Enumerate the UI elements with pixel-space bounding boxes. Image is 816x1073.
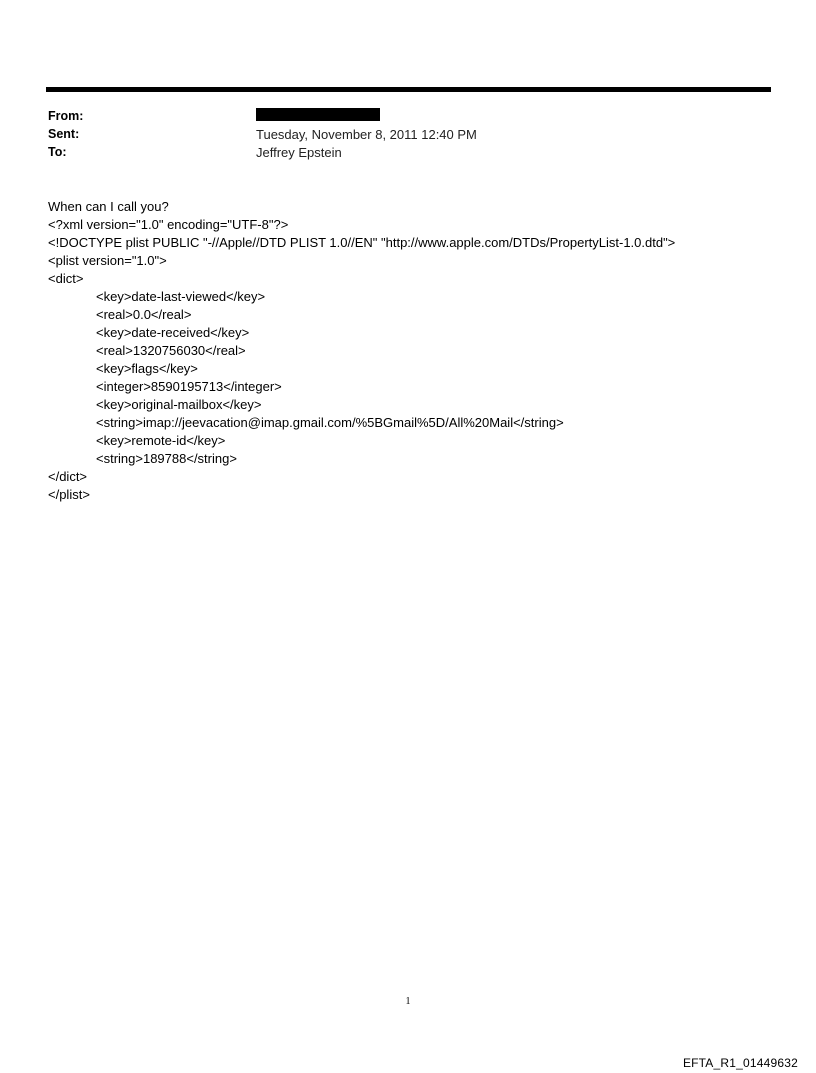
to-label: To: <box>48 145 67 159</box>
body-line: <key>flags</key> <box>96 361 198 376</box>
body-line: <key>remote-id</key> <box>96 433 226 448</box>
body-line: <dict> <box>48 271 84 286</box>
from-label: From: <box>48 109 84 123</box>
body-line: </plist> <box>48 487 90 502</box>
body-line: <real>0.0</real> <box>96 307 192 322</box>
body-line: <?xml version="1.0" encoding="UTF-8"?> <box>48 217 289 232</box>
redacted-sender <box>256 108 380 121</box>
sent-value: Tuesday, November 8, 2011 12:40 PM <box>256 127 477 142</box>
header-divider <box>46 87 771 92</box>
body-line: <key>date-last-viewed</key> <box>96 289 266 304</box>
body-line: </dict> <box>48 469 88 484</box>
body-line: When can I call you? <box>48 199 169 214</box>
document-id: EFTA_R1_01449632 <box>682 1056 798 1070</box>
body-line: <key>original-mailbox</key> <box>96 397 262 412</box>
page-number: 1 <box>405 996 411 1007</box>
body-line: <!DOCTYPE plist PUBLIC "-//Apple//DTD PLIST 1.0//EN" "http://www.apple.com/DTDs/PropertyList-1.0.dtd"> <box>48 235 676 250</box>
body-line: <integer>8590195713</integer> <box>96 379 282 394</box>
body-line: <string>imap://jeevacation@imap.gmail.com/%5BGmail%5D/All%20Mail</string> <box>96 415 564 430</box>
body-line: <string>189788</string> <box>96 451 237 466</box>
body-line: <plist version="1.0"> <box>48 253 167 268</box>
body-line: <key>date-received</key> <box>96 325 250 340</box>
to-value: Jeffrey Epstein <box>256 145 342 160</box>
body-line: <real>1320756030</real> <box>96 343 246 358</box>
sent-label: Sent: <box>48 127 80 141</box>
email-body <box>48 198 778 504</box>
